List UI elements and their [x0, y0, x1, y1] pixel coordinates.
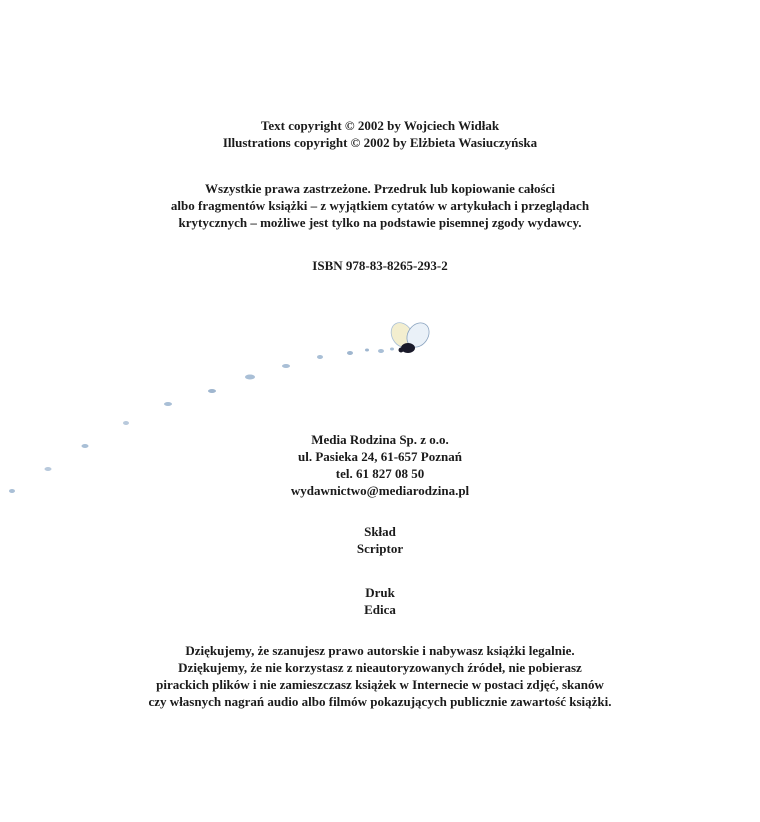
- typesetting-block: [0, 523, 760, 557]
- isbn-number: ISBN 978-83-8265-293-2: [312, 258, 448, 273]
- thanks-line: czy własnych nagrań audio albo filmów pokazujących publicznie zawartość książki.: [148, 694, 612, 709]
- trail-speck: [317, 355, 323, 359]
- trail-speck: [282, 364, 290, 368]
- publisher-phone: tel. 61 827 08 50: [335, 466, 425, 481]
- fly-icon: [387, 319, 434, 353]
- isbn-block: [0, 257, 760, 274]
- publisher-email: wydawnictwo@mediarodzina.pl: [290, 483, 470, 498]
- rights-line: albo fragmentów książki – z wyjątkiem cytatów w artykułach i przeglądach: [170, 198, 590, 213]
- publisher-name: Media Rodzina Sp. z o.o.: [311, 432, 449, 447]
- trail-speck: [378, 349, 384, 353]
- text-copyright-line: Text copyright © 2002 by Wojciech Widłak: [260, 118, 500, 133]
- printing-block: [0, 584, 760, 618]
- rights-line: krytycznych – możliwe jest tylko na podstawie pisemnej zgody wydawcy.: [178, 215, 582, 230]
- typesetting-label: Skład: [364, 524, 396, 539]
- trail-speck: [347, 351, 353, 355]
- publisher-block: [0, 431, 760, 499]
- trail-speck: [245, 375, 255, 380]
- trail-speck: [164, 402, 172, 406]
- printing-label: Druk: [365, 585, 395, 600]
- trail-speck: [208, 389, 216, 393]
- printing-value: Edica: [364, 602, 396, 617]
- typesetting-value: Scriptor: [356, 541, 404, 556]
- thanks-line: Dziękujemy, że nie korzystasz z nieautoryzowanych źródeł, nie pobierasz: [178, 660, 582, 675]
- fly-head: [399, 348, 404, 353]
- thanks-line: Dziękujemy, że szanujesz prawo autorskie i nabywasz książki legalnie.: [185, 643, 575, 658]
- thanks-line: pirackich plików i nie zamieszczasz książek w Internecie w postaci zdjęć, skanów: [156, 677, 604, 692]
- thanks-notice: [0, 642, 760, 710]
- rights-line: Wszystkie prawa zastrzeżone. Przedruk lub kopiowanie całości: [205, 181, 555, 196]
- publisher-address: ul. Pasieka 24, 61-657 Poznań: [298, 449, 462, 464]
- trail-speck: [123, 421, 129, 425]
- rights-notice: [0, 180, 760, 231]
- copyright-block: [0, 117, 760, 151]
- trail-speck: [365, 349, 369, 352]
- trail-speck: [390, 348, 394, 351]
- fly-body: [401, 343, 415, 353]
- illustrations-copyright-line: Illustrations copyright © 2002 by Elżbieta Wasiuczyńska: [222, 135, 538, 150]
